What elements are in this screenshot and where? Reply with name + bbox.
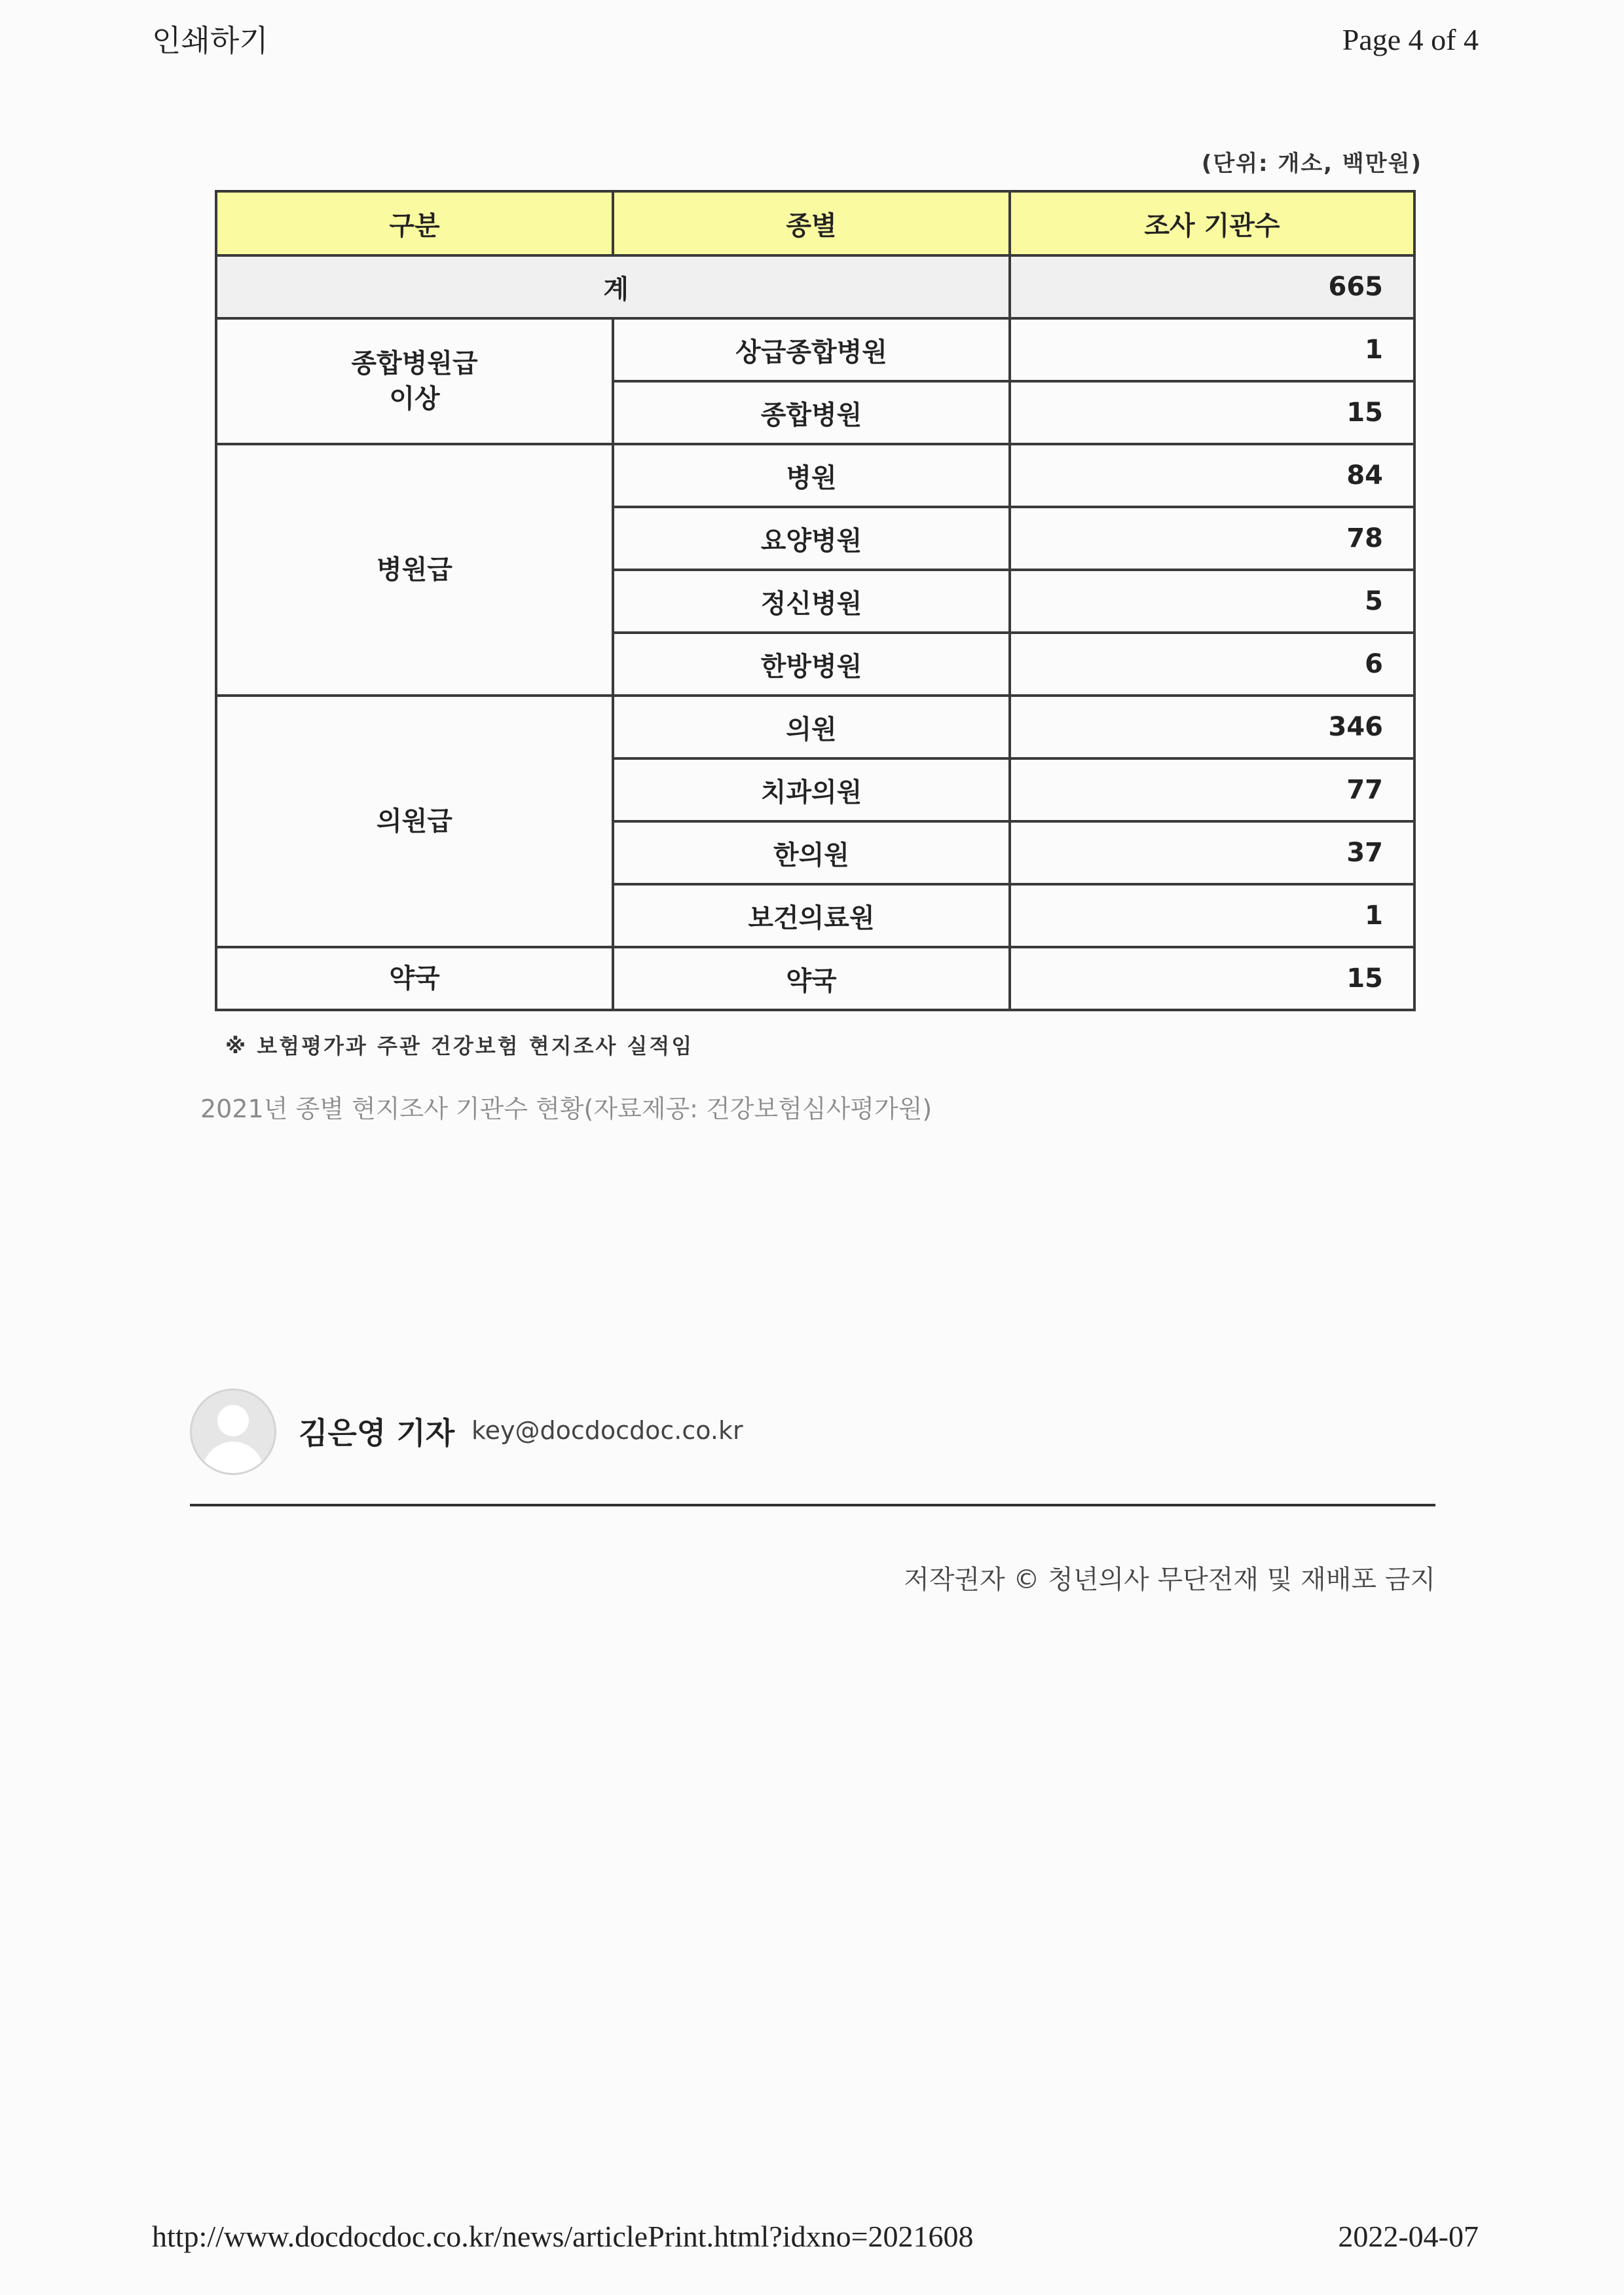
count-cell: 346 (1010, 696, 1414, 758)
count-cell: 84 (1010, 444, 1414, 507)
institution-survey-table (215, 190, 1416, 1011)
header-type: 종별 (613, 191, 1010, 255)
image-caption: 2021년 종별 현지조사 기관수 현황(자료제공: 건강보험심사평가원) (200, 1094, 932, 1123)
type-cell: 상급종합병원 (613, 318, 1010, 381)
header-category: 구분 (216, 191, 613, 255)
footer-url[interactable]: http://www.docdocdoc.co.kr/news/articlePrint.html?idxno=2021608 (152, 2220, 974, 2253)
count-cell: 1 (1010, 318, 1414, 381)
print-link[interactable]: 인쇄하기 (152, 23, 268, 58)
author-box (190, 1360, 1435, 1506)
category-cell: 약국 (216, 947, 613, 1010)
category-cell: 종합병원급 이상 (216, 318, 613, 444)
table-total-row (216, 255, 1414, 318)
copyright-notice: 저작권자 © 청년의사 무단전재 및 재배포 금지 (904, 1565, 1435, 1595)
type-cell: 요양병원 (613, 507, 1010, 570)
avatar (190, 1389, 276, 1475)
type-cell: 약국 (613, 947, 1010, 1010)
count-cell: 78 (1010, 507, 1414, 570)
type-cell: 한방병원 (613, 633, 1010, 696)
table-row (216, 696, 1414, 758)
type-cell: 병원 (613, 444, 1010, 507)
type-cell: 종합병원 (613, 381, 1010, 444)
author-name: 김은영 기자 (299, 1415, 455, 1451)
count-cell: 77 (1010, 758, 1414, 821)
type-cell: 치과의원 (613, 758, 1010, 821)
table-note: ※ 보험평가과 주관 건강보험 현지조사 실적임 (225, 1034, 694, 1058)
count-cell: 37 (1010, 821, 1414, 884)
type-cell: 한의원 (613, 821, 1010, 884)
category-cell: 병원급 (216, 444, 613, 696)
table-header-row (216, 191, 1414, 255)
avatar-body-icon (202, 1442, 264, 1475)
count-cell: 5 (1010, 570, 1414, 633)
type-cell: 보건의료원 (613, 884, 1010, 947)
count-cell: 15 (1010, 947, 1414, 1010)
footer-date: 2022-04-07 (1338, 2220, 1479, 2253)
page-indicator: Page 4 of 4 (1342, 23, 1479, 56)
type-cell: 의원 (613, 696, 1010, 758)
total-label: 계 (216, 255, 1010, 318)
author-email-link[interactable]: key@docdocdoc.co.kr (471, 1416, 743, 1445)
header-count: 조사 기관수 (1010, 191, 1414, 255)
table-row (216, 947, 1414, 1010)
table-row (216, 318, 1414, 381)
table-row (216, 444, 1414, 507)
count-cell: 1 (1010, 884, 1414, 947)
count-cell: 6 (1010, 633, 1414, 696)
table-unit-label: (단위: 개소, 백만원) (1201, 151, 1422, 177)
type-cell: 정신병원 (613, 570, 1010, 633)
avatar-head-icon (217, 1405, 249, 1436)
category-cell: 의원급 (216, 696, 613, 947)
count-cell: 15 (1010, 381, 1414, 444)
total-value: 665 (1010, 255, 1414, 318)
